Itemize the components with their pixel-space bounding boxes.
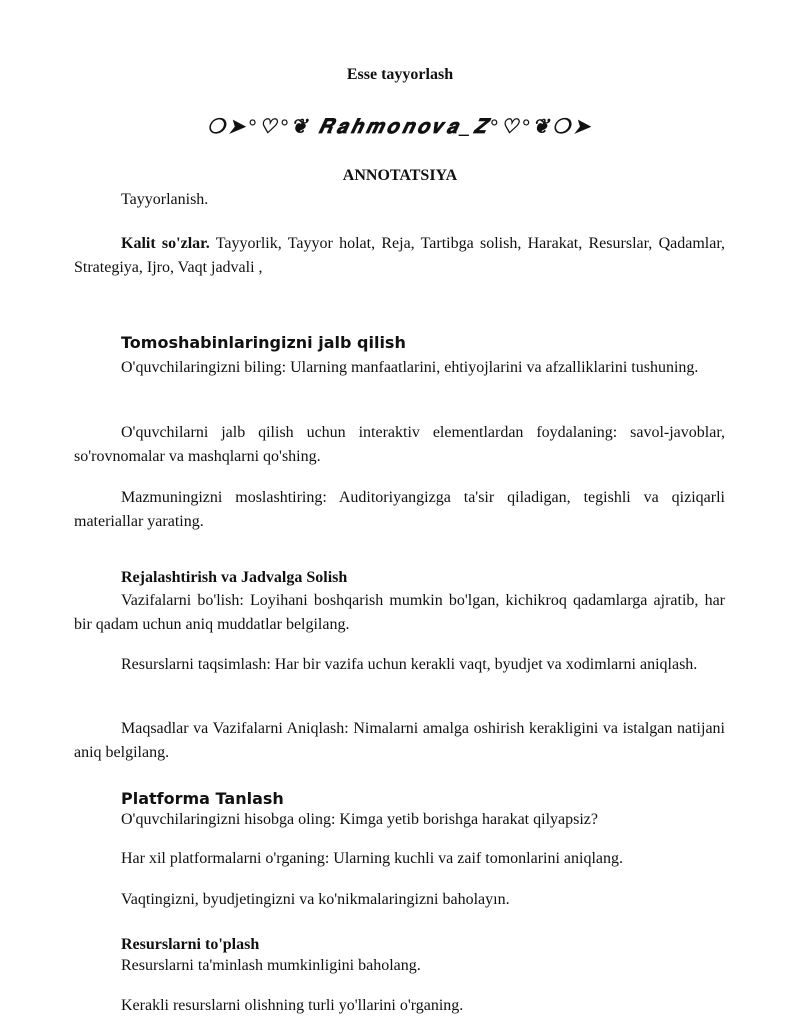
section-paragraph: O'quvchilaringizni hisobga oling: Kimga yetib borishga harakat qilyapsiz?	[121, 811, 598, 828]
section-paragraph: Resurslarni taqsimlash: Har bir vazifa uchun kerakli vaqt, byudjet va xodimlarni aniqlash.	[121, 656, 698, 673]
section-paragraph: Resurslarni ta'minlash mumkinligini baholang.	[121, 957, 421, 974]
section-paragraph: Kerakli resurslarni olishning turli yo'llarini o'rganing.	[121, 997, 464, 1014]
section-paragraph: Mazmuningizni moslashtiring: Auditoriyangizga ta'sir qiladigan, tegishli va qiziqarli materiallar yarating.	[74, 489, 725, 530]
keywords-text: Tayyorlik, Tayyor holat, Reja, Tartibga solish, Harakat, Resurslar, Qadamlar, Strategiya, Ijro, Vaqt jadvali ,	[74, 235, 726, 276]
annotation-heading: ANNOTATSIYA	[342, 167, 458, 184]
section-paragraph: Vazifalarni bo'lish: Loyihani boshqarish mumkin bo'lgan, kichikroq qadamlarga ajratib, har bir qadam uchun aniq muddatlar belgilang.	[74, 592, 725, 633]
section-paragraph: O'quvchilarni jalb qilish uchun interaktiv elementlardan foydalaning: savol-javoblar, so'rovnomalar va mashqlarni qo'shing.	[74, 424, 725, 465]
section-heading: Tomoshabinlaringizni jalb qilish	[121, 333, 406, 352]
keywords-paragraph	[74, 232, 725, 280]
section-paragraph: O'quvchilaringizni biling: Ularning manfaatlarini, ehtiyojlarini va afzalliklarini tushuning.	[121, 359, 699, 376]
section-paragraph: Vaqtingizni, byudjetingizni va ko'nikmalaringizni baholayın.	[121, 891, 510, 908]
section-paragraph: Har xil platformalarni o'rganing: Ularning kuchli va zaif tomonlarini aniqlang.	[121, 850, 623, 867]
section-paragraph: Maqsadlar va Vazifalarni Aniqlash: Nimalarni amalga oshirish kerakligini va istalgan natijani aniq belgilang.	[74, 720, 725, 761]
document-title: Esse tayyorlash	[346, 66, 454, 83]
author-line: ❍➤°♡°❦ 𝑹𝒂𝒉𝒎𝒐𝒏𝒐𝒗𝒂_𝒁°♡°❦❍➤	[207, 116, 593, 138]
section-heading: Rejalashtirish va Jadvalga Solish	[121, 569, 348, 586]
annotation-text: Tayyorlanish.	[121, 191, 209, 208]
section-heading: Resurslarni to'plash	[121, 936, 260, 953]
section-heading: Platforma Tanlash	[121, 789, 284, 808]
keywords-label: Kalit so'zlar.	[121, 235, 210, 252]
